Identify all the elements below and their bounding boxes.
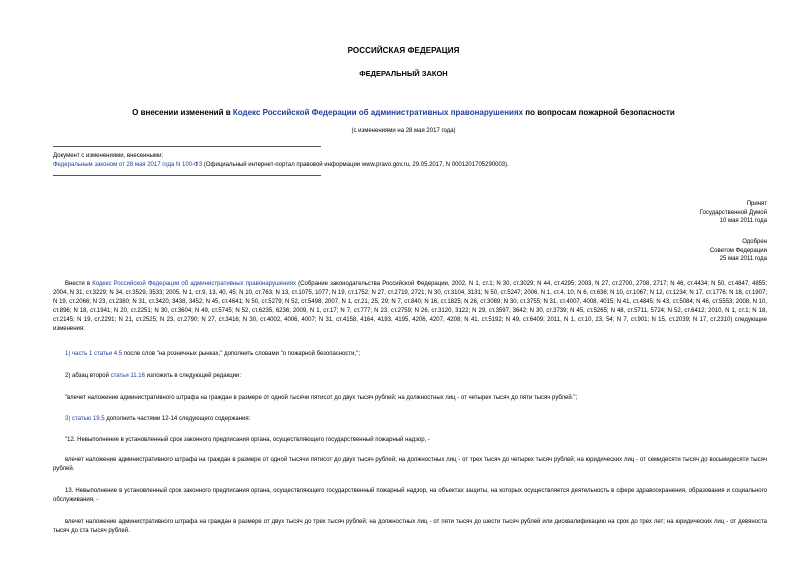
item-3-text: дополнить частями 12-14 следующего содержания: — [104, 416, 251, 422]
item-3-number: 3) — [65, 416, 73, 422]
amendment-note-publication: (Официальный интернет-портал правовой информации www.pravo.gov.ru, 29.05.2017, N 0001201705290003). — [202, 162, 509, 168]
law-type-heading: ФЕДЕРАЛЬНЫЙ ЗАКОН — [359, 69, 448, 78]
intro-paragraph — [53, 280, 767, 335]
item-3 — [53, 415, 767, 424]
revision-subtitle: (с изменениями на 28 мая 2017 года) — [351, 128, 456, 134]
duma-name: Государственной Думой — [699, 209, 767, 216]
intro-prefix: Внести в — [65, 281, 93, 287]
council-approval — [710, 238, 767, 264]
duma-adoption — [700, 200, 767, 226]
divider-top — [53, 146, 321, 147]
title-code-link[interactable]: Кодекс Российской Федерации об административных правонарушениях — [232, 108, 524, 117]
item-1-text: после слов "на розничных рынках," дополнить словами "о пожарной безопасности,"; — [122, 351, 360, 357]
law-title — [0, 108, 807, 117]
item-2-link[interactable]: статьи 11.16 — [110, 373, 145, 379]
item-1-link[interactable]: часть 1 статьи 4.5 — [72, 351, 123, 357]
divider-bottom — [53, 175, 321, 176]
item-2 — [53, 372, 767, 381]
duma-adopted-label: Принят — [746, 201, 767, 207]
item-2-prefix: 2) абзац второй — [65, 373, 111, 379]
item-3-link[interactable]: статью 19.5 — [72, 416, 105, 422]
country-heading: РОССИЙСКАЯ ФЕДЕРАЦИЯ — [347, 46, 460, 55]
amending-law-link[interactable]: Федеральным законом от 28 мая 2017 года N 100-ФЗ — [53, 162, 203, 168]
intro-citations: (Собрание законодательства Российской Федерации, 2002, N 1, ст.1; N 30, ст.3029; N 44, ст.4295; 2003, N 27, ст.2700, 2708, 2717; N 46, ст.4434; N 50, ст.4847, 4855; 2004, N 31, ст.3229; N 34, ст.3529, 3533; 2005, N 1, ст.9, 13, 40, 45; N 10, ст.763; N 13, ст.1075, 1077; N 19, ст.1752; N 27, ст.2719, 2721; N 30, ст.3104, 3131; N 50, ст.5247; 2006, N 1, ст.4, 10; N 6, ст.636; N 10, ст.1067; N 12, ст.1234; N 17, ст.1776; N 18, ст.1907; N 19, ст.2066; N 23, ст.2380; N 31, ст.3420, 3438, 3452; N 45, ст.4641; N 50, ст.5279; N 52, ст.5498; 2007, N 1, ст.21, 25, 29; N 7, ст.840; N 16, ст.1825; N 26, ст.3089; N 30, ст.3755; N 31, ст.4007, 4008, 4015; N 41, ст.4845; N 43, ст.5084; N 46, ст.5553; 2008, N 10, ст.896; N 18, ст.1941; N 20, ст.2251; N 30, ст.3604; N 49, ст.5745; N 52, ст.6235, 6236; 2009, N 1, ст.17; N 7, ст.777; N 23, ст.2759; N 26, ст.3120, 3122; N 29, ст.3597, 3642; N 30, ст.3739; N 45, ст.5265; N 48, ст.5711, 5724; N 52, ст.6412; 2010, N 1, ст.1; N 18, ст.2145; N 19, ст.2291; N 21, ст.2525; N 23, ст.2790; N 27, ст.3416; N 30, ст.4002, 4006, 4007; N 31, ст.4158, 4164, 4193, 4195, 4206, 4207, 4208; N 41, ст.5192; N 49, ст.6409; 2011, N 1, ст.10, 23, 54; N 7, ст.901; N 15, ст.2039; N 17, ст.2310) следующие изменения: — [53, 281, 767, 333]
part-13: 13. Невыполнение в установленный срок законного предписания органа, осуществляющего государственный пожарный надзор, на объектах защиты, на которых осуществляется деятельность в сфере здравоохранения, образования и социального обслуживания, - — [53, 488, 767, 504]
part-12-penalty: влечет наложение административного штрафа на граждан в размере от одной тысячи пятисот до двух тысяч рублей; на должностных лиц - от трех тысяч до четырех тысяч рублей; на юридических лиц - от семидесяти тысяч до восьмидесяти тысяч рублей. — [53, 457, 767, 473]
intro-code-link[interactable]: Кодекс Российской Федерации об административных правонарушениях — [92, 281, 297, 287]
item-1-number: 1) — [65, 351, 73, 357]
amendment-note-source — [53, 161, 509, 170]
title-suffix: по вопросам пожарной безопасности — [523, 108, 675, 117]
part-12: "12. Невыполнение в установленный срок законного предписания органа, осуществляющего государственный пожарный надзор, - — [65, 437, 430, 443]
item-1 — [53, 350, 767, 359]
amendment-note-label: Документ с изменениями, внесенными: — [53, 153, 164, 159]
title-prefix: О внесении изменений в — [132, 108, 233, 117]
council-date: 25 мая 2011 года — [719, 256, 767, 262]
item-2-text: изложить в следующей редакции: — [144, 373, 242, 379]
part-13-penalty: влечет наложение административного штрафа на граждан в размере от двух тысяч до трех тысяч рублей; на должностных лиц - от пяти тысяч до шести тысяч рублей или дисквалификацию на срок до трех лет; на юридических лиц - от девяноста тысяч до ста тысяч рублей. — [53, 519, 767, 535]
council-name: Советом Федерации — [709, 247, 767, 254]
item-2-quote: "влечет наложение административного штрафа на граждан в размере от одной тысячи пятисот до двух тысяч рублей; на должностных лиц - от четырех тысяч до пяти тысяч рублей."; — [65, 395, 578, 401]
duma-date: 10 мая 2011 года — [719, 218, 767, 224]
amendment-note — [53, 152, 509, 170]
council-approved-label: Одобрен — [742, 239, 767, 245]
